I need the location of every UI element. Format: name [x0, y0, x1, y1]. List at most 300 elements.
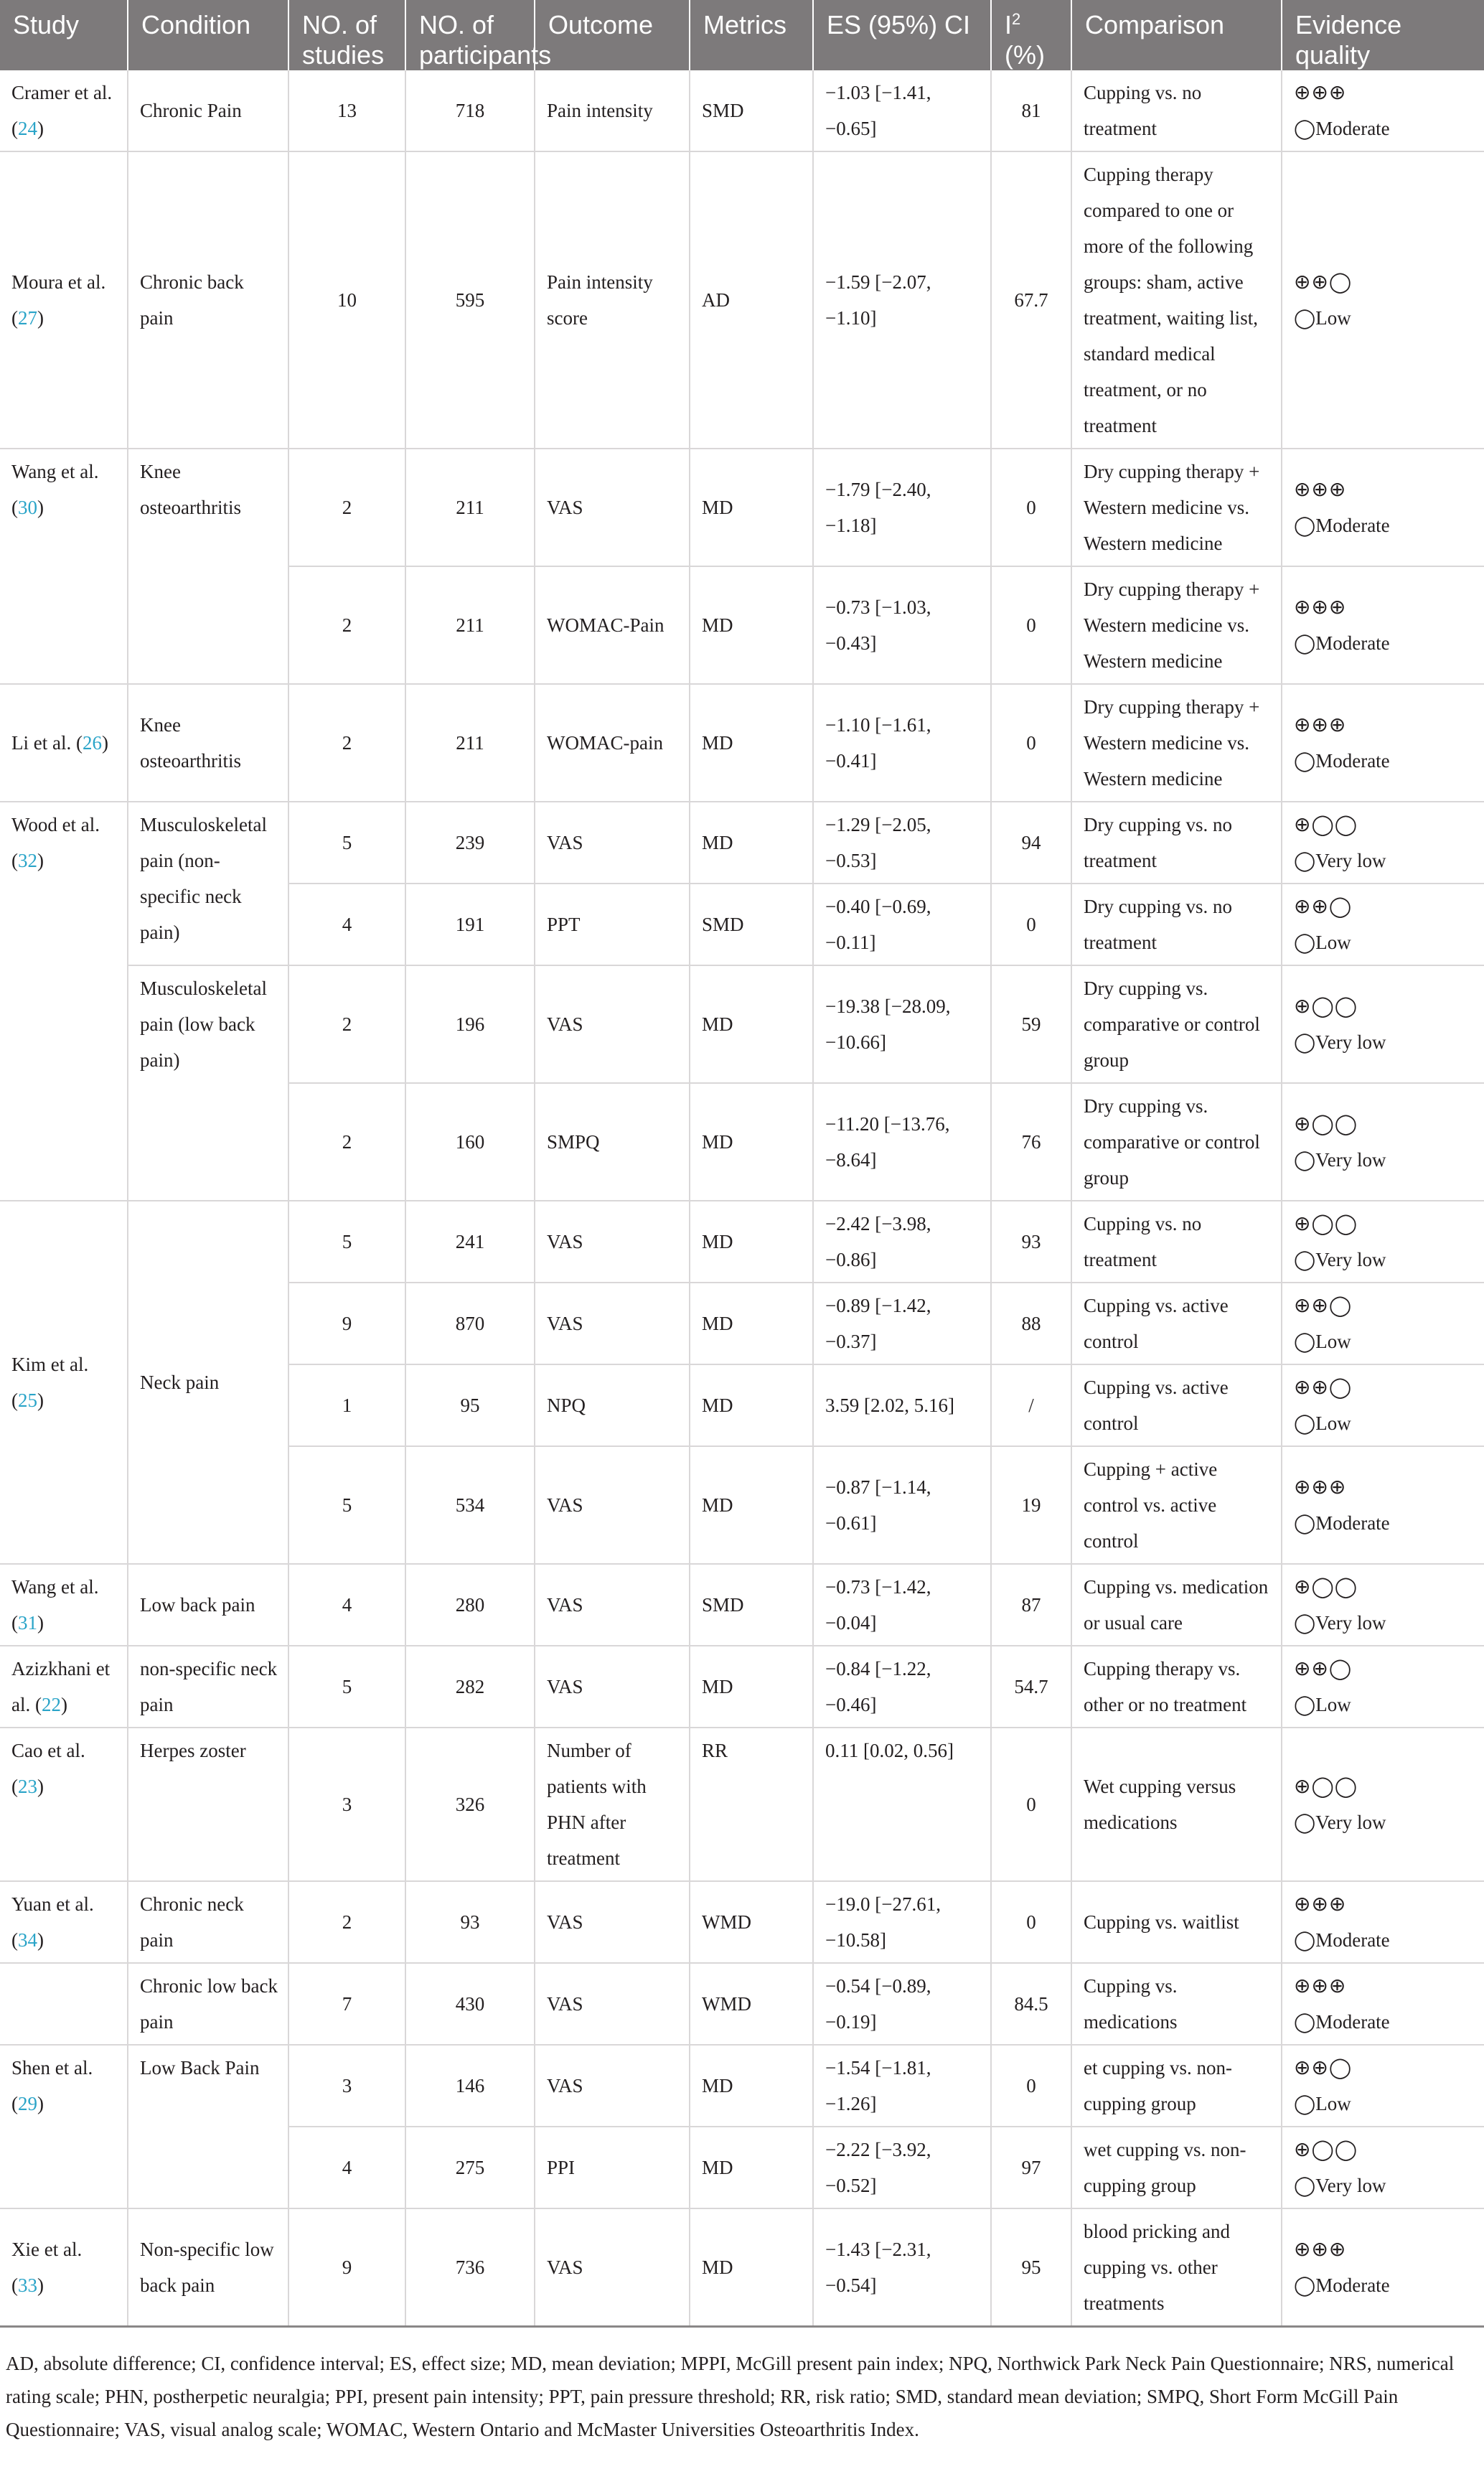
- table-row: [0, 1201, 1484, 1283]
- n-participants-cell: 241: [405, 1201, 535, 1283]
- metrics-cell: MD: [690, 1364, 813, 1446]
- header-i2: [991, 0, 1071, 70]
- table-row: [0, 965, 1484, 1083]
- n-studies-cell: 10: [288, 151, 405, 449]
- es-ci-cell: −1.10 [−1.61, −0.41]: [813, 684, 991, 802]
- study-name: Wang et al.: [11, 461, 99, 482]
- study-name: Li et al.: [11, 732, 72, 754]
- study-cell: [0, 70, 128, 151]
- study-name: Kim et al.: [11, 1354, 89, 1375]
- comparison-cell: Cupping vs. medications: [1071, 1963, 1282, 2045]
- evidence-cell: [1282, 1446, 1484, 1564]
- outcome-cell: VAS: [535, 1646, 690, 1728]
- citation-link[interactable]: 23: [18, 1776, 37, 1797]
- n-participants-cell: 95: [405, 1364, 535, 1446]
- evidence-cell: [1282, 884, 1484, 965]
- citation-link[interactable]: 33: [18, 2274, 37, 2296]
- es-ci-cell: 0.11 [0.02, 0.56]: [813, 1728, 991, 1881]
- table-row: [0, 1646, 1484, 1728]
- evidence-grade-icon: ⊕◯◯: [1294, 2137, 1358, 2161]
- evidence-cell: [1282, 965, 1484, 1083]
- es-ci-cell: −0.40 [−0.69, −0.11]: [813, 884, 991, 965]
- evidence-cell: [1282, 2045, 1484, 2127]
- evidence-label: ◯Very low: [1294, 1812, 1386, 1833]
- metrics-cell: MD: [690, 1201, 813, 1283]
- i2-cell: 0: [991, 1881, 1071, 1963]
- header-n-participants: NO. of participants: [405, 0, 535, 70]
- citation-open: (: [30, 1694, 42, 1715]
- header-i2-superscript: 2: [1012, 10, 1021, 28]
- evidence-label: ◯Low: [1294, 932, 1351, 953]
- evidence-grade-icon: ⊕⊕◯: [1294, 270, 1353, 294]
- outcome-cell: VAS: [535, 2045, 690, 2127]
- es-ci-cell: −2.22 [−3.92, −0.52]: [813, 2127, 991, 2208]
- i2-cell: 0: [991, 684, 1071, 802]
- evidence-label: ◯Low: [1294, 1412, 1351, 1434]
- metrics-cell: MD: [690, 2045, 813, 2127]
- i2-cell: 54.7: [991, 1646, 1071, 1728]
- study-name: Shen et al.: [11, 2057, 93, 2079]
- n-studies-cell: 2: [288, 566, 405, 684]
- comparison-cell: wet cupping vs. non-cupping group: [1071, 2127, 1282, 2208]
- n-participants-cell: 326: [405, 1728, 535, 1881]
- citation-open: (: [11, 307, 18, 329]
- study-name: Xie et al.: [11, 2239, 83, 2260]
- n-participants-cell: 211: [405, 449, 535, 566]
- study-cell: [0, 1201, 128, 1564]
- i2-cell: 0: [991, 566, 1071, 684]
- metrics-cell: MD: [690, 1283, 813, 1364]
- condition-cell: Neck pain: [128, 1201, 288, 1564]
- evidence-grade-icon: ⊕⊕⊕: [1294, 1974, 1347, 1997]
- evidence-grade-icon: ⊕⊕⊕: [1294, 595, 1347, 619]
- study-name: Yuan et al.: [11, 1893, 94, 1915]
- i2-cell: 88: [991, 1283, 1071, 1364]
- table-row: [0, 449, 1484, 566]
- study-cell: [0, 449, 128, 684]
- citation-close: ): [61, 1694, 67, 1715]
- evidence-cell: [1282, 2208, 1484, 2327]
- evidence-cell: [1282, 1963, 1484, 2045]
- outcome-cell: WOMAC-Pain: [535, 566, 690, 684]
- n-participants-cell: 718: [405, 70, 535, 151]
- evidence-cell: [1282, 1646, 1484, 1728]
- metrics-cell: WMD: [690, 1881, 813, 1963]
- es-ci-cell: −19.0 [−27.61, −10.58]: [813, 1881, 991, 1963]
- evidence-cell: [1282, 684, 1484, 802]
- citation-link[interactable]: 27: [18, 307, 37, 329]
- n-participants-cell: 275: [405, 2127, 535, 2208]
- citation-link[interactable]: 31: [18, 1612, 37, 1634]
- study-cell: [0, 684, 128, 802]
- condition-cell: Non-specific low back pain: [128, 2208, 288, 2327]
- evidence-grade-icon: ⊕⊕◯: [1294, 1293, 1353, 1317]
- es-ci-cell: −0.84 [−1.22, −0.46]: [813, 1646, 991, 1728]
- metrics-cell: MD: [690, 684, 813, 802]
- comparison-cell: Cupping + active control vs. active control: [1071, 1446, 1282, 1564]
- outcome-cell: VAS: [535, 1283, 690, 1364]
- study-cell: [0, 1646, 128, 1728]
- condition-cell: Low Back Pain: [128, 2045, 288, 2208]
- i2-cell: 0: [991, 1728, 1071, 1881]
- evidence-grade-icon: ⊕⊕◯: [1294, 1657, 1353, 1680]
- outcome-cell: NPQ: [535, 1364, 690, 1446]
- es-ci-cell: −0.89 [−1.42, −0.37]: [813, 1283, 991, 1364]
- evidence-cell: [1282, 1728, 1484, 1881]
- n-participants-cell: 870: [405, 1283, 535, 1364]
- n-participants-cell: 146: [405, 2045, 535, 2127]
- n-studies-cell: 9: [288, 1283, 405, 1364]
- evidence-label: ◯Moderate: [1294, 118, 1390, 139]
- evidence-cell: [1282, 1564, 1484, 1646]
- n-studies-cell: 5: [288, 802, 405, 884]
- n-participants-cell: 534: [405, 1446, 535, 1564]
- comparison-cell: Dry cupping therapy + Western medicine vs. Western medicine: [1071, 566, 1282, 684]
- citation-open: (: [11, 497, 18, 518]
- citation-link[interactable]: 26: [82, 732, 102, 754]
- condition-cell: Knee osteoarthritis: [128, 449, 288, 684]
- condition-cell: Chronic neck pain: [128, 1881, 288, 1963]
- condition-cell: Chronic Pain: [128, 70, 288, 151]
- n-studies-cell: 3: [288, 2045, 405, 2127]
- i2-cell: 94: [991, 802, 1071, 884]
- evidence-label: ◯Moderate: [1294, 2011, 1390, 2033]
- table-row: [0, 2045, 1484, 2127]
- outcome-cell: Number of patients with PHN after treatment: [535, 1728, 690, 1881]
- evidence-grade-icon: ⊕⊕⊕: [1294, 477, 1347, 501]
- study-name: Wang et al.: [11, 1576, 99, 1598]
- comparison-cell: Dry cupping therapy + Western medicine vs. Western medicine: [1071, 449, 1282, 566]
- n-studies-cell: 7: [288, 1963, 405, 2045]
- n-participants-cell: 239: [405, 802, 535, 884]
- metrics-cell: MD: [690, 965, 813, 1083]
- citation-close: ): [37, 118, 44, 139]
- evidence-cell: [1282, 1083, 1484, 1201]
- comparison-cell: Cupping vs. no treatment: [1071, 70, 1282, 151]
- condition-cell: Herpes zoster: [128, 1728, 288, 1881]
- evidence-grade-icon: ⊕⊕⊕: [1294, 713, 1347, 736]
- study-cell: [0, 1728, 128, 1881]
- n-studies-cell: 13: [288, 70, 405, 151]
- metrics-cell: MD: [690, 1083, 813, 1201]
- study-name: Cramer et al.: [11, 82, 113, 103]
- outcome-cell: VAS: [535, 1881, 690, 1963]
- comparison-cell: Dry cupping vs. no treatment: [1071, 884, 1282, 965]
- header-es-ci: ES (95%) CI: [813, 0, 991, 70]
- table-row: [0, 684, 1484, 802]
- outcome-cell: VAS: [535, 1963, 690, 2045]
- n-studies-cell: 4: [288, 2127, 405, 2208]
- header-outcome: Outcome: [535, 0, 690, 70]
- citation-close: ): [37, 497, 44, 518]
- comparison-cell: Cupping therapy compared to one or more of the following groups: sham, active treatment, waiting list, standard medical treatment, or no treatment: [1071, 151, 1282, 449]
- outcome-cell: VAS: [535, 449, 690, 566]
- metrics-cell: MD: [690, 2208, 813, 2327]
- condition-cell: Chronic low back pain: [128, 1963, 288, 2045]
- metrics-cell: SMD: [690, 884, 813, 965]
- table-row: [0, 151, 1484, 449]
- evidence-label: ◯Moderate: [1294, 515, 1390, 536]
- evidence-label: ◯Moderate: [1294, 2274, 1390, 2296]
- metrics-cell: RR: [690, 1728, 813, 1881]
- citation-link[interactable]: 32: [18, 850, 37, 871]
- header-metrics: Metrics: [690, 0, 813, 70]
- n-participants-cell: 191: [405, 884, 535, 965]
- i2-cell: 93: [991, 1201, 1071, 1283]
- evidence-grade-icon: ⊕⊕◯: [1294, 894, 1353, 918]
- evidence-cell: [1282, 802, 1484, 884]
- study-name: Cao et al.: [11, 1740, 85, 1761]
- comparison-cell: Dry cupping vs. comparative or control group: [1071, 965, 1282, 1083]
- evidence-label: ◯Moderate: [1294, 1929, 1390, 1951]
- citation-link[interactable]: 29: [18, 2093, 37, 2114]
- citation-link[interactable]: 30: [18, 497, 37, 518]
- study-name: Wood et al.: [11, 814, 100, 835]
- evidence-label: ◯Moderate: [1294, 750, 1390, 772]
- study-cell: [0, 2045, 128, 2208]
- evidence-cell: [1282, 151, 1484, 449]
- n-participants-cell: 430: [405, 1963, 535, 2045]
- citation-open: (: [11, 2274, 18, 2296]
- outcome-cell: VAS: [535, 1446, 690, 1564]
- study-cell: [0, 1564, 128, 1646]
- citation-link[interactable]: 34: [18, 1929, 37, 1951]
- header-comparison: Comparison: [1071, 0, 1282, 70]
- i2-cell: 67.7: [991, 151, 1071, 449]
- comparison-cell: Dry cupping vs. no treatment: [1071, 802, 1282, 884]
- es-ci-cell: 3.59 [2.02, 5.16]: [813, 1364, 991, 1446]
- comparison-cell: blood pricking and cupping vs. other treatments: [1071, 2208, 1282, 2327]
- evidence-grade-icon: ⊕◯◯: [1294, 1575, 1358, 1598]
- evidence-cell: [1282, 2127, 1484, 2208]
- i2-cell: 87: [991, 1564, 1071, 1646]
- evidence-grade-icon: ⊕⊕⊕: [1294, 2237, 1347, 2261]
- evidence-grade-icon: ⊕⊕⊕: [1294, 1475, 1347, 1499]
- es-ci-cell: −1.79 [−2.40, −1.18]: [813, 449, 991, 566]
- es-ci-cell: −1.03 [−1.41, −0.65]: [813, 70, 991, 151]
- n-studies-cell: 2: [288, 684, 405, 802]
- comparison-cell: Cupping vs. waitlist: [1071, 1881, 1282, 1963]
- metrics-cell: WMD: [690, 1963, 813, 2045]
- i2-cell: 0: [991, 449, 1071, 566]
- study-cell: [0, 151, 128, 449]
- citation-close: ): [37, 1390, 44, 1411]
- outcome-cell: Pain intensity: [535, 70, 690, 151]
- evidence-grade-icon: ⊕◯◯: [1294, 994, 1358, 1018]
- table-row: [0, 70, 1484, 151]
- evidence-label: ◯Low: [1294, 1694, 1351, 1715]
- table-row: [0, 1963, 1484, 2045]
- evidence-label: ◯Low: [1294, 307, 1351, 329]
- n-participants-cell: 93: [405, 1881, 535, 1963]
- study-cell: [0, 1963, 128, 2045]
- evidence-grade-icon: ⊕⊕⊕: [1294, 80, 1347, 104]
- evidence-label: ◯Very low: [1294, 1249, 1386, 1270]
- es-ci-cell: −0.73 [−1.03, −0.43]: [813, 566, 991, 684]
- es-ci-cell: −0.87 [−1.14, −0.61]: [813, 1446, 991, 1564]
- header-condition: Condition: [128, 0, 288, 70]
- table-row: [0, 1728, 1484, 1881]
- es-ci-cell: −0.54 [−0.89, −0.19]: [813, 1963, 991, 2045]
- es-ci-cell: −19.38 [−28.09, −10.66]: [813, 965, 991, 1083]
- n-participants-cell: 736: [405, 2208, 535, 2327]
- i2-cell: 95: [991, 2208, 1071, 2327]
- n-studies-cell: 3: [288, 1728, 405, 1881]
- comparison-cell: et cupping vs. non-cupping group: [1071, 2045, 1282, 2127]
- evidence-grade-icon: ⊕⊕◯: [1294, 1375, 1353, 1399]
- outcome-cell: VAS: [535, 1564, 690, 1646]
- evidence-cell: [1282, 1364, 1484, 1446]
- study-cell: [0, 1881, 128, 1963]
- citation-open: (: [11, 2093, 18, 2114]
- i2-cell: /: [991, 1364, 1071, 1446]
- evidence-grade-icon: ⊕◯◯: [1294, 1112, 1358, 1135]
- citation-close: ): [37, 1776, 44, 1797]
- n-participants-cell: 211: [405, 684, 535, 802]
- metrics-cell: MD: [690, 1646, 813, 1728]
- es-ci-cell: −1.29 [−2.05, −0.53]: [813, 802, 991, 884]
- evidence-cell: [1282, 566, 1484, 684]
- es-ci-cell: −1.54 [−1.81, −1.26]: [813, 2045, 991, 2127]
- condition-cell: Musculoskeletal pain (non-specific neck pain): [128, 802, 288, 965]
- citation-open: (: [11, 118, 18, 139]
- evidence-label: ◯Low: [1294, 2093, 1351, 2114]
- evidence-grade-icon: ⊕⊕◯: [1294, 2056, 1353, 2079]
- citation-open: (: [71, 732, 83, 754]
- metrics-cell: SMD: [690, 1564, 813, 1646]
- n-studies-cell: 5: [288, 1646, 405, 1728]
- evidence-cell: [1282, 70, 1484, 151]
- comparison-cell: Cupping vs. no treatment: [1071, 1201, 1282, 1283]
- evidence-cell: [1282, 1881, 1484, 1963]
- i2-cell: 59: [991, 965, 1071, 1083]
- citation-open: (: [11, 1390, 18, 1411]
- table-row: [0, 802, 1484, 884]
- citation-open: (: [11, 850, 18, 871]
- n-studies-cell: 2: [288, 1083, 405, 1201]
- es-ci-cell: −1.59 [−2.07, −1.10]: [813, 151, 991, 449]
- n-participants-cell: 595: [405, 151, 535, 449]
- citation-close: ): [37, 2274, 44, 2296]
- comparison-cell: Cupping vs. active control: [1071, 1283, 1282, 1364]
- evidence-grade-icon: ⊕◯◯: [1294, 812, 1358, 836]
- citation-open: (: [11, 1929, 18, 1951]
- citation-close: ): [37, 2093, 44, 2114]
- n-studies-cell: 2: [288, 1881, 405, 1963]
- i2-cell: 81: [991, 70, 1071, 151]
- n-participants-cell: 160: [405, 1083, 535, 1201]
- condition-cell: Knee osteoarthritis: [128, 684, 288, 802]
- study-name: Azizkhani et al.: [11, 1658, 111, 1715]
- study-name: Moura et al.: [11, 271, 106, 293]
- evidence-cell: [1282, 1283, 1484, 1364]
- n-participants-cell: 280: [405, 1564, 535, 1646]
- n-studies-cell: 1: [288, 1364, 405, 1446]
- condition-cell: Chronic back pain: [128, 151, 288, 449]
- n-studies-cell: 4: [288, 1564, 405, 1646]
- citation-close: ): [37, 1929, 44, 1951]
- metrics-cell: MD: [690, 1446, 813, 1564]
- citation-link[interactable]: 25: [18, 1390, 37, 1411]
- evidence-label: ◯Very low: [1294, 1149, 1386, 1171]
- n-studies-cell: 2: [288, 449, 405, 566]
- outcome-cell: VAS: [535, 2208, 690, 2327]
- evidence-grade-icon: ⊕◯◯: [1294, 1774, 1358, 1798]
- outcome-cell: WOMAC-pain: [535, 684, 690, 802]
- header-study: Study: [0, 0, 128, 70]
- citation-link[interactable]: 24: [18, 118, 37, 139]
- metrics-cell: AD: [690, 151, 813, 449]
- n-studies-cell: 5: [288, 1446, 405, 1564]
- n-studies-cell: 2: [288, 965, 405, 1083]
- evidence-label: ◯Very low: [1294, 2175, 1386, 2196]
- metrics-cell: MD: [690, 566, 813, 684]
- citation-link[interactable]: 22: [42, 1694, 61, 1715]
- condition-cell: non-specific neck pain: [128, 1646, 288, 1728]
- citation-close: ): [101, 732, 108, 754]
- n-participants-cell: 196: [405, 965, 535, 1083]
- evidence-grade-icon: ⊕◯◯: [1294, 1212, 1358, 1235]
- evidence-label: ◯Very low: [1294, 1612, 1386, 1634]
- header-evidence: Evidence quality: [1282, 0, 1484, 70]
- n-participants-cell: 282: [405, 1646, 535, 1728]
- header-i2-unit: (%): [1005, 40, 1045, 70]
- evidence-label: ◯Moderate: [1294, 1512, 1390, 1534]
- outcome-cell: VAS: [535, 1201, 690, 1283]
- n-studies-cell: 5: [288, 1201, 405, 1283]
- table-row: [0, 1881, 1484, 1963]
- es-ci-cell: −2.42 [−3.98, −0.86]: [813, 1201, 991, 1283]
- comparison-cell: Cupping therapy vs. other or no treatment: [1071, 1646, 1282, 1728]
- condition-cell: Musculoskeletal pain (low back pain): [128, 965, 288, 1201]
- evidence-cell: [1282, 449, 1484, 566]
- n-participants-cell: 211: [405, 566, 535, 684]
- es-ci-cell: −1.43 [−2.31, −0.54]: [813, 2208, 991, 2327]
- i2-cell: 97: [991, 2127, 1071, 2208]
- evidence-label: ◯Moderate: [1294, 632, 1390, 654]
- citation-close: ): [37, 1612, 44, 1634]
- comparison-cell: Wet cupping versus medications: [1071, 1728, 1282, 1881]
- i2-cell: 84.5: [991, 1963, 1071, 2045]
- n-studies-cell: 9: [288, 2208, 405, 2327]
- outcome-cell: SMPQ: [535, 1083, 690, 1201]
- comparison-cell: Dry cupping vs. comparative or control group: [1071, 1083, 1282, 1201]
- header-n-studies: NO. of studies: [288, 0, 405, 70]
- comparison-cell: Cupping vs. medication or usual care: [1071, 1564, 1282, 1646]
- table-body: [0, 70, 1484, 2327]
- citation-open: (: [11, 1776, 18, 1797]
- citation-close: ): [37, 307, 44, 329]
- i2-cell: 0: [991, 2045, 1071, 2127]
- outcome-cell: Pain intensity score: [535, 151, 690, 449]
- citation-open: (: [11, 1612, 18, 1634]
- citation-close: ): [37, 850, 44, 871]
- table-row: [0, 2208, 1484, 2327]
- es-ci-cell: −11.20 [−13.76, −8.64]: [813, 1083, 991, 1201]
- n-studies-cell: 4: [288, 884, 405, 965]
- i2-cell: 19: [991, 1446, 1071, 1564]
- metrics-cell: SMD: [690, 70, 813, 151]
- comparison-cell: Dry cupping therapy + Western medicine vs. Western medicine: [1071, 684, 1282, 802]
- metrics-cell: MD: [690, 449, 813, 566]
- evidence-grade-icon: ⊕⊕⊕: [1294, 1892, 1347, 1916]
- evidence-cell: [1282, 1201, 1484, 1283]
- outcome-cell: PPI: [535, 2127, 690, 2208]
- evidence-label: ◯Low: [1294, 1331, 1351, 1352]
- table-row: [0, 1564, 1484, 1646]
- i2-cell: 0: [991, 884, 1071, 965]
- outcome-cell: VAS: [535, 965, 690, 1083]
